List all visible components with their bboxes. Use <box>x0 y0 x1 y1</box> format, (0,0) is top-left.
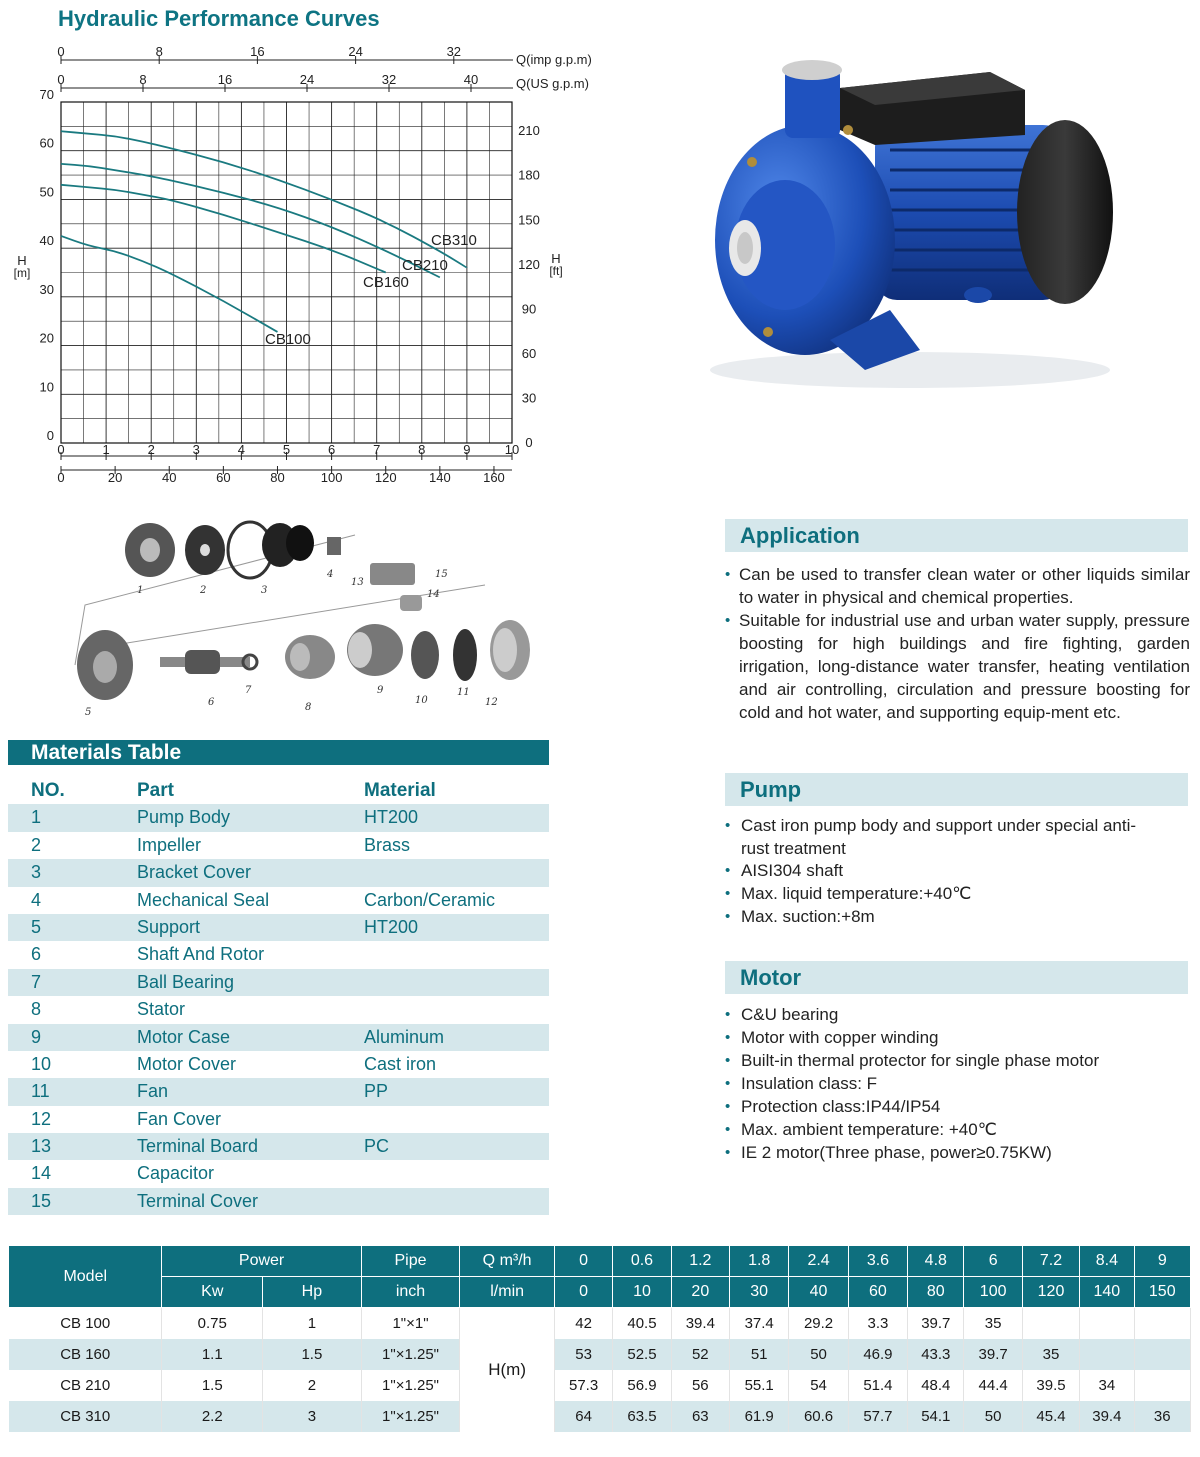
q-value: 9 <box>1134 1246 1190 1277</box>
application-bullet <box>725 609 1190 724</box>
part-name: Fan Cover <box>137 1108 222 1129</box>
head-value-cell: 36 <box>1134 1401 1190 1432</box>
materials-table <box>8 777 549 1215</box>
part-number: 7 <box>31 971 42 992</box>
application-title: Application <box>740 523 860 548</box>
part-number: 5 <box>31 916 42 937</box>
tick-label: 10 <box>39 379 54 395</box>
performance-row <box>9 1339 1191 1370</box>
head-value-cell: 34 <box>1080 1370 1134 1401</box>
kw-cell: 0.75 <box>162 1308 263 1340</box>
part-material: Carbon/Ceramic <box>364 889 496 910</box>
q-value: 1.8 <box>730 1246 789 1277</box>
part-number: 12 <box>31 1108 52 1129</box>
tick-label: 80 <box>270 470 285 485</box>
tick-label: 24 <box>299 72 315 87</box>
head-value-cell: 54.1 <box>908 1401 964 1432</box>
tick-label: 1 <box>102 442 110 457</box>
performance-row <box>9 1401 1191 1432</box>
materials-table-title: Materials Table <box>31 741 182 764</box>
part-name: Capacitor <box>137 1163 215 1184</box>
q-value: 4.8 <box>908 1246 964 1277</box>
application-text-1: Can be used to transfer clean water or other liquids similar to water in physical and chemical properties. <box>739 565 1190 607</box>
motor-list-item <box>725 1003 1185 1026</box>
lmin-value: 0 <box>554 1277 612 1308</box>
part-number: 8 <box>31 999 42 1020</box>
model-cell: CB 210 <box>9 1370 162 1401</box>
q-value: 0 <box>554 1246 612 1277</box>
q-value: 6 <box>964 1246 1022 1277</box>
application-bullet <box>725 563 1190 609</box>
inch-header: inch <box>361 1277 460 1308</box>
bullet-dot-icon: • <box>725 1121 731 1138</box>
materials-table-header <box>8 740 549 765</box>
head-value-cell <box>1134 1308 1190 1340</box>
left-axis-label: H <box>17 253 27 268</box>
performance-table-body <box>9 1308 1191 1433</box>
bullet-dot-icon: • <box>725 1075 731 1092</box>
model-cell: CB 160 <box>9 1339 162 1370</box>
tick-label: 20 <box>107 470 123 485</box>
pipe-cell: 1"×1.25" <box>361 1370 460 1401</box>
head-value-cell <box>1080 1308 1134 1340</box>
part-material: HT200 <box>364 807 419 828</box>
col-material-header: Material <box>364 780 436 801</box>
motor-list-item <box>725 1072 1185 1095</box>
materials-row <box>8 1024 549 1051</box>
col-no-header: NO. <box>31 780 65 801</box>
tick-label: 2 <box>147 442 155 457</box>
part-number-label: 4 <box>327 569 334 580</box>
head-value-cell: 39.4 <box>1080 1401 1134 1432</box>
bullet-dot-icon: • <box>725 1029 731 1046</box>
head-value-cell: 43.3 <box>908 1339 964 1370</box>
pipe-header: Pipe <box>361 1246 460 1277</box>
head-value-cell: 51.4 <box>848 1370 907 1401</box>
part-name: Shaft And Rotor <box>137 944 265 965</box>
motor-list-item <box>725 1118 1185 1141</box>
tick-label: 90 <box>521 301 537 317</box>
tick-label: 0 <box>57 72 65 87</box>
curve-label-cb160: CB160 <box>363 274 409 291</box>
part-number: 4 <box>31 889 42 910</box>
head-value-cell: 46.9 <box>848 1339 907 1370</box>
head-value-cell: 54 <box>789 1370 848 1401</box>
q-value: 2.4 <box>789 1246 848 1277</box>
curve-label-cb100: CB100 <box>265 331 311 348</box>
motor-list-item <box>725 1141 1185 1164</box>
head-value-cell: 56.9 <box>613 1370 671 1401</box>
tick-label: 100 <box>320 470 343 485</box>
head-value-cell <box>1080 1339 1134 1370</box>
materials-row <box>8 832 549 859</box>
tick-label: 160 <box>483 470 505 485</box>
bullet-text: Motor with copper winding <box>741 1028 939 1047</box>
tick-label: 16 <box>250 44 265 59</box>
tick-label: 120 <box>374 470 397 485</box>
tick-label: 3 <box>192 442 200 457</box>
part-name: Fan <box>137 1081 169 1102</box>
head-value-cell <box>1022 1308 1079 1340</box>
tick-label: 0 <box>525 435 533 450</box>
q-value: 7.2 <box>1022 1246 1079 1277</box>
bullet-text: Max. ambient temperature: +40℃ <box>741 1120 997 1139</box>
tick-label: 40 <box>39 233 54 249</box>
tick-label: 20 <box>39 330 54 346</box>
kw-cell: 1.5 <box>162 1370 263 1401</box>
right-axis-label: H <box>551 251 561 266</box>
part-name: Terminal Board <box>137 1136 259 1157</box>
tick-label: 10 <box>504 442 520 457</box>
q-value: 1.2 <box>671 1246 729 1277</box>
bullet-text: C&U bearing <box>741 1005 839 1024</box>
bullet-dot-icon: • <box>725 1098 731 1115</box>
part-material: Brass <box>364 834 411 855</box>
tick-label: 32 <box>446 44 462 59</box>
part-number-label: 13 <box>351 577 364 588</box>
bullet-dot-icon: • <box>725 1052 731 1069</box>
part-material: Cast iron <box>364 1053 437 1074</box>
part-number: 9 <box>31 1026 42 1047</box>
bullet-dot-icon: • <box>725 566 731 583</box>
tick-label: 9 <box>463 442 471 457</box>
head-value-cell: 39.5 <box>1022 1370 1079 1401</box>
hp-header: Hp <box>263 1277 362 1308</box>
part-number-label: 1 <box>137 585 144 596</box>
head-value-cell: 63.5 <box>613 1401 671 1432</box>
head-value-cell: 35 <box>964 1308 1022 1340</box>
lmin-value: 120 <box>1022 1277 1079 1308</box>
head-value-cell: 40.5 <box>613 1308 671 1340</box>
bullet-dot-icon: • <box>725 612 731 629</box>
lmin-header: l/min <box>460 1277 555 1308</box>
part-number-label: 6 <box>208 697 215 708</box>
part-number-label: 11 <box>457 687 470 698</box>
bullet-text: Built-in thermal protector for single phase motor <box>741 1051 1100 1070</box>
part-number-label: 3 <box>261 585 268 596</box>
head-value-cell: 37.4 <box>730 1308 789 1340</box>
hp-cell: 1 <box>263 1308 362 1340</box>
head-value-cell: 57.3 <box>554 1370 612 1401</box>
part-number: 11 <box>31 1081 50 1102</box>
head-value-cell: 63 <box>671 1401 729 1432</box>
lmin-value: 40 <box>789 1277 848 1308</box>
pump-list-item <box>725 859 1185 882</box>
tick-label: 60 <box>39 135 54 151</box>
performance-table <box>9 1246 1191 1432</box>
materials-row <box>8 1051 549 1078</box>
head-value-cell: 35 <box>1022 1339 1079 1370</box>
pump-header <box>725 773 1188 806</box>
materials-row <box>8 859 549 886</box>
curve-cb100 <box>61 236 277 332</box>
lmin-value: 30 <box>730 1277 789 1308</box>
hp-cell: 2 <box>263 1370 362 1401</box>
chart-labels <box>265 232 477 348</box>
head-value-cell: 55.1 <box>730 1370 789 1401</box>
pump-photo <box>690 50 1130 395</box>
part-name: Stator <box>137 999 186 1020</box>
tick-label: 8 <box>418 442 426 457</box>
tick-label: 8 <box>155 44 163 59</box>
motor-list-item <box>725 1095 1185 1118</box>
tick-label: 50 <box>39 184 54 200</box>
motor-list-item <box>725 1026 1185 1049</box>
lmin-value: 100 <box>964 1277 1022 1308</box>
materials-row <box>8 804 549 831</box>
tick-label: 7 <box>373 442 381 457</box>
q-m3h-header: Q m³/h <box>460 1246 555 1277</box>
left-axis-unit: [m] <box>13 266 31 280</box>
q-value: 8.4 <box>1080 1246 1134 1277</box>
part-material: PP <box>364 1081 389 1102</box>
tick-label: 16 <box>217 72 233 87</box>
head-value-cell: 50 <box>964 1401 1022 1432</box>
part-number-label: 10 <box>415 695 428 706</box>
head-value-cell: 39.4 <box>671 1308 729 1340</box>
bullet-text: Max. liquid temperature:+40℃ <box>741 884 972 903</box>
pump-title: Pump <box>740 777 802 802</box>
part-number: 1 <box>31 807 42 828</box>
curve-label-cb210: CB210 <box>402 257 448 274</box>
bullet-dot-icon: • <box>725 1006 731 1023</box>
tick-label: 0 <box>57 442 65 457</box>
kw-header: Kw <box>162 1277 263 1308</box>
head-value-cell: 52 <box>671 1339 729 1370</box>
head-value-cell: 3.3 <box>848 1308 907 1340</box>
pipe-cell: 1"×1.25" <box>361 1339 460 1370</box>
part-name: Terminal Cover <box>137 1190 259 1211</box>
part-number-label: 7 <box>245 685 252 696</box>
part-name: Pump Body <box>137 807 231 828</box>
part-material: PC <box>364 1136 390 1157</box>
materials-row <box>8 941 549 968</box>
tick-label: 32 <box>381 72 397 87</box>
tick-label: 5 <box>282 442 291 457</box>
head-value-cell: 61.9 <box>730 1401 789 1432</box>
part-name: Impeller <box>137 834 202 855</box>
bullet-dot-icon: • <box>725 908 731 925</box>
lmin-value: 10 <box>613 1277 671 1308</box>
tick-label: 6 <box>327 442 336 457</box>
motor-header <box>725 961 1188 994</box>
part-number-label: 15 <box>435 569 448 580</box>
performance-chart <box>0 30 620 490</box>
perf-header-row-1 <box>9 1246 1191 1277</box>
part-number: 14 <box>31 1163 52 1184</box>
kw-cell: 2.2 <box>162 1401 263 1432</box>
part-name: Motor Case <box>137 1026 231 1047</box>
head-value-cell: 44.4 <box>964 1370 1022 1401</box>
part-material: Aluminum <box>364 1026 445 1047</box>
head-value-cell: 48.4 <box>908 1370 964 1401</box>
part-name: Support <box>137 916 201 937</box>
top-axis-2-label: Q(US g.p.m) <box>516 76 589 91</box>
model-cell: CB 100 <box>9 1308 162 1340</box>
part-number-label: 2 <box>200 585 207 596</box>
bullet-text: Protection class:IP44/IP54 <box>741 1097 941 1116</box>
part-number-label: 9 <box>377 685 384 696</box>
tick-label: 8 <box>139 72 147 87</box>
materials-row <box>8 969 549 996</box>
power-header: Power <box>162 1246 361 1277</box>
exploded-view-diagram <box>55 505 545 720</box>
materials-row <box>8 1188 549 1215</box>
materials-row <box>8 1078 549 1105</box>
part-number: 3 <box>31 862 42 883</box>
pump-list-item <box>725 882 1185 905</box>
head-value-cell <box>1134 1339 1190 1370</box>
bullet-text: Cast iron pump body and support under special anti-rust treatment <box>741 816 1137 858</box>
bullet-text: IE 2 motor(Three phase, power≥0.75KW) <box>741 1143 1052 1162</box>
head-value-cell: 50 <box>789 1339 848 1370</box>
head-value-cell: 60.6 <box>789 1401 848 1432</box>
bullet-text: Insulation class: F <box>741 1074 878 1093</box>
lmin-value: 80 <box>908 1277 964 1308</box>
part-number: 13 <box>31 1136 52 1157</box>
lmin-value: 140 <box>1080 1277 1134 1308</box>
materials-row <box>8 887 549 914</box>
perf-header-row-2 <box>9 1277 1191 1308</box>
head-value-cell: 39.7 <box>908 1308 964 1340</box>
bullet-text: Max. suction:+8m <box>741 907 875 926</box>
tick-label: 4 <box>237 442 246 457</box>
application-header <box>725 519 1188 552</box>
part-number: 10 <box>31 1053 52 1074</box>
tick-label: 40 <box>162 470 177 485</box>
head-value-cell: 45.4 <box>1022 1401 1079 1432</box>
materials-row <box>8 996 549 1023</box>
head-value-cell: 56 <box>671 1370 729 1401</box>
hp-cell: 1.5 <box>263 1339 362 1370</box>
part-number-label: 5 <box>85 707 92 718</box>
part-material: HT200 <box>364 916 419 937</box>
materials-row <box>8 1133 549 1160</box>
head-value-cell <box>1134 1370 1190 1401</box>
q-value: 3.6 <box>848 1246 907 1277</box>
part-number: 15 <box>31 1190 52 1211</box>
pipe-cell: 1"×1.25" <box>361 1401 460 1432</box>
part-name: Motor Cover <box>137 1053 237 1074</box>
performance-row <box>9 1370 1191 1401</box>
materials-row <box>8 1106 549 1133</box>
performance-row <box>9 1308 1191 1340</box>
tick-label: 150 <box>518 212 540 228</box>
tick-label: 210 <box>518 123 540 139</box>
model-cell: CB 310 <box>9 1401 162 1432</box>
tick-label: 0 <box>57 44 65 59</box>
part-number: 6 <box>31 944 42 965</box>
top-axis-1-label: Q(imp g.p.m) <box>516 52 592 67</box>
tick-label: 140 <box>428 470 451 485</box>
lmin-value: 60 <box>848 1277 907 1308</box>
head-value-cell: 53 <box>554 1339 612 1370</box>
head-value-cell: 51 <box>730 1339 789 1370</box>
part-number-label: 14 <box>427 589 440 600</box>
pump-list-item <box>725 905 1185 928</box>
lmin-value: 20 <box>671 1277 729 1308</box>
q-value: 0.6 <box>613 1246 671 1277</box>
head-unit-cell: H(m) <box>460 1308 555 1433</box>
part-name: Ball Bearing <box>137 971 235 992</box>
pump-list-item <box>725 814 1185 860</box>
motor-list-item <box>725 1049 1185 1072</box>
head-value-cell: 29.2 <box>789 1308 848 1340</box>
materials-row <box>8 1160 549 1187</box>
tick-label: 120 <box>518 256 540 272</box>
curve-label-cb310: CB310 <box>431 232 477 249</box>
tick-label: 60 <box>521 345 537 361</box>
application-text-2: Suitable for industrial use and urban water supply, pressure boosting for high buildings and fire fighting, garden irrigation, long-distance water transfer, heating ventilation and air controlling, circulation and pressure boosting for cold and hot water, and supporting equip-ment etc. <box>739 611 1190 722</box>
part-number-label: 12 <box>485 697 498 708</box>
tick-label: 30 <box>521 390 537 406</box>
tick-label: 60 <box>216 470 231 485</box>
head-value-cell: 52.5 <box>613 1339 671 1370</box>
kw-cell: 1.1 <box>162 1339 263 1370</box>
chart-title: Hydraulic Performance Curves <box>58 6 380 31</box>
tick-label: 40 <box>463 72 479 87</box>
col-part-header: Part <box>137 780 174 801</box>
right-axis-unit: [ft] <box>549 264 563 278</box>
materials-row <box>8 914 549 941</box>
head-value-cell: 39.7 <box>964 1339 1022 1370</box>
pipe-cell: 1"×1" <box>361 1308 460 1340</box>
bullet-dot-icon: • <box>725 862 731 879</box>
bullet-dot-icon: • <box>725 1144 731 1161</box>
head-value-cell: 42 <box>554 1308 612 1340</box>
part-name: Bracket Cover <box>137 862 252 883</box>
hp-cell: 3 <box>263 1401 362 1432</box>
lmin-value: 150 <box>1134 1277 1190 1308</box>
materials-table-head-row <box>8 777 549 804</box>
part-number-label: 8 <box>305 702 312 713</box>
head-value-cell: 64 <box>554 1401 612 1432</box>
tick-label: 0 <box>46 428 54 443</box>
tick-label: 0 <box>57 470 65 485</box>
bullet-dot-icon: • <box>725 885 731 902</box>
tick-label: 24 <box>348 44 363 59</box>
head-value-cell: 57.7 <box>848 1401 907 1432</box>
bullet-dot-icon: • <box>725 817 731 834</box>
tick-label: 180 <box>518 167 540 183</box>
bullet-text: AISI304 shaft <box>741 861 844 880</box>
model-header: Model <box>9 1246 162 1308</box>
tick-label: 30 <box>39 281 54 297</box>
part-number: 2 <box>31 834 42 855</box>
motor-title: Motor <box>740 965 802 990</box>
materials-table-body <box>8 804 549 1215</box>
tick-label: 70 <box>39 87 54 102</box>
part-name: Mechanical Seal <box>137 889 270 910</box>
